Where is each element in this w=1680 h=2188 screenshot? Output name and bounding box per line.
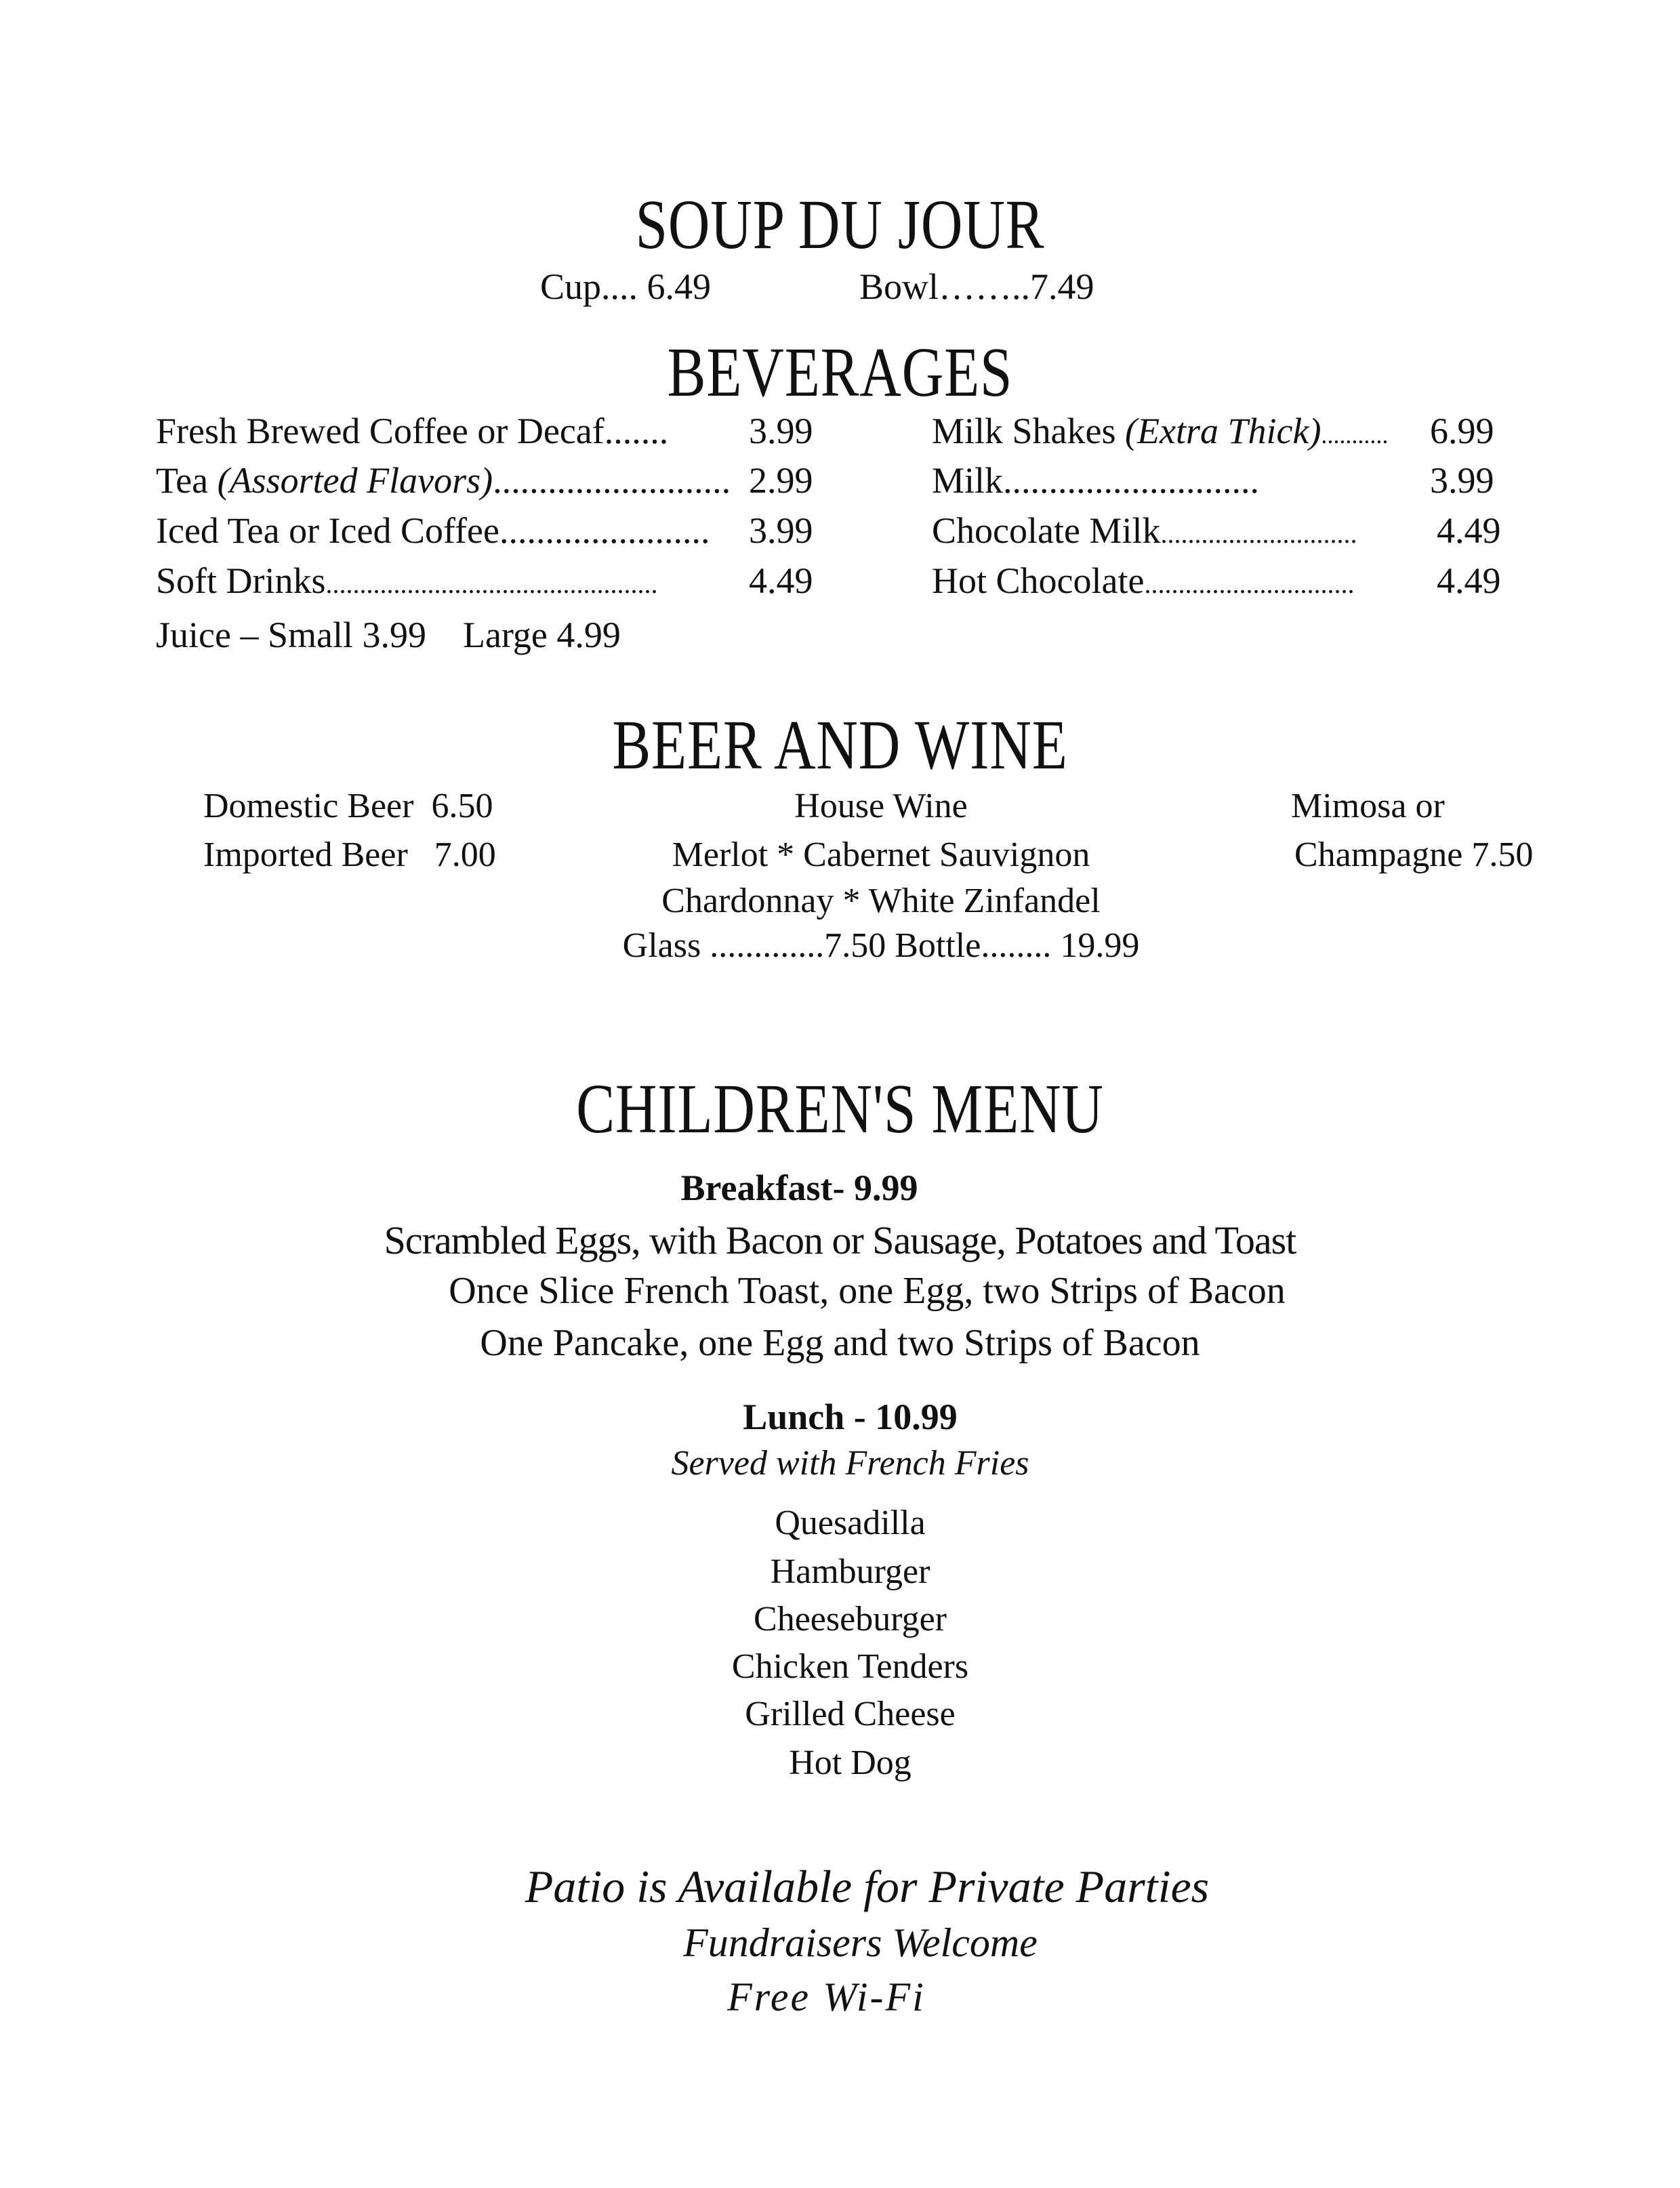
beverage-name: Milk Shakes bbox=[932, 411, 1126, 451]
beverage-price: 2.99 bbox=[749, 460, 813, 501]
beer-wine-title: BEER AND WINE bbox=[612, 706, 1068, 784]
domestic-beer: Domestic Beer 6.50 bbox=[203, 787, 493, 825]
beverage-price: 3.99 bbox=[1430, 460, 1494, 501]
patio-note: Patio is Available for Private Parties bbox=[525, 1861, 1210, 1912]
mimosa: Mimosa or bbox=[1291, 787, 1445, 825]
juice-prices: Juice – Small 3.99 Large 4.99 bbox=[156, 615, 621, 655]
beverage-note: (Extra Thick) bbox=[1125, 411, 1322, 451]
beverage-price: 3.99 bbox=[749, 411, 813, 451]
beverage-row bbox=[932, 560, 1354, 602]
leader-dots: ....................... bbox=[499, 510, 710, 551]
lunch-item: Hot Dog bbox=[789, 1743, 911, 1782]
beverage-row bbox=[156, 560, 658, 602]
breakfast-title: Breakfast- 9.99 bbox=[680, 1168, 918, 1208]
leader-dots: ............................... bbox=[1144, 569, 1355, 599]
beverage-row bbox=[932, 510, 1357, 552]
lunch-item: Cheeseburger bbox=[754, 1600, 947, 1638]
children-menu-title: CHILDREN'S MENU bbox=[576, 1070, 1104, 1148]
beverage-row bbox=[932, 410, 1388, 452]
beverage-price: 6.99 bbox=[1430, 411, 1494, 451]
beverage-name: Milk bbox=[932, 460, 1004, 501]
breakfast-item: Scrambled Eggs, with Bacon or Sausage, Potatoes and Toast bbox=[384, 1218, 1296, 1262]
imported-beer: Imported Beer 7.00 bbox=[203, 835, 496, 874]
lunch-item: Grilled Cheese bbox=[745, 1695, 956, 1733]
leader-dots: ....... bbox=[604, 411, 669, 451]
leader-dots: ........... bbox=[1321, 421, 1389, 449]
beverage-row bbox=[932, 459, 1259, 501]
lunch-title: Lunch - 10.99 bbox=[743, 1397, 958, 1437]
champagne: Champagne 7.50 bbox=[1294, 835, 1534, 874]
lunch-item: Chicken Tenders bbox=[731, 1647, 969, 1686]
fundraisers-note: Fundraisers Welcome bbox=[683, 1920, 1038, 1965]
beverage-name: Hot Chocolate bbox=[932, 560, 1145, 601]
beverage-row bbox=[156, 459, 731, 501]
beverage-price: 4.49 bbox=[1437, 560, 1501, 601]
beverage-name: Fresh Brewed Coffee or Decaf bbox=[156, 411, 605, 451]
lunch-item: Hamburger bbox=[770, 1552, 930, 1591]
beverage-price: 4.49 bbox=[1437, 510, 1501, 551]
wifi-note: Free Wi-Fi bbox=[727, 1975, 926, 2019]
leader-dots: ............................ bbox=[1003, 460, 1260, 501]
beverage-name: Chocolate Milk bbox=[932, 510, 1161, 551]
beverage-price: 3.99 bbox=[749, 510, 813, 551]
house-wine: House Wine bbox=[794, 787, 968, 825]
breakfast-item: One Pancake, one Egg and two Strips of Bacon bbox=[480, 1322, 1200, 1364]
leader-dots: ............................. bbox=[1160, 518, 1357, 549]
beverage-name: Soft Drinks bbox=[156, 560, 326, 601]
wine-varieties: Merlot * Cabernet Sauvignon bbox=[672, 835, 1090, 874]
lunch-note: Served with French Fries bbox=[671, 1444, 1029, 1483]
leader-dots: ................................................. bbox=[325, 569, 658, 599]
lunch-item: Quesadilla bbox=[775, 1504, 926, 1542]
wine-prices: Glass .............7.50 Bottle........ 19.99 bbox=[622, 926, 1140, 965]
soup-title: SOUP DU JOUR bbox=[635, 186, 1045, 264]
beverage-note: (Assorted Flavors) bbox=[217, 460, 493, 501]
beverage-name: Tea bbox=[156, 460, 218, 501]
leader-dots: .......................... bbox=[493, 460, 731, 501]
breakfast-item: Once Slice French Toast, one Egg, two Strips of Bacon bbox=[449, 1270, 1286, 1312]
beverages-title: BEVERAGES bbox=[667, 333, 1013, 411]
beverage-row bbox=[156, 510, 710, 552]
wine-varieties: Chardonnay * White Zinfandel bbox=[661, 882, 1101, 920]
beverage-row bbox=[156, 410, 668, 452]
beverage-name: Iced Tea or Iced Coffee bbox=[156, 510, 499, 551]
beverage-price: 4.49 bbox=[749, 560, 813, 601]
soup-cup-price: Cup.... 6.49 bbox=[540, 266, 712, 307]
soup-bowl-price: Bowl……..7.49 bbox=[859, 266, 1094, 307]
